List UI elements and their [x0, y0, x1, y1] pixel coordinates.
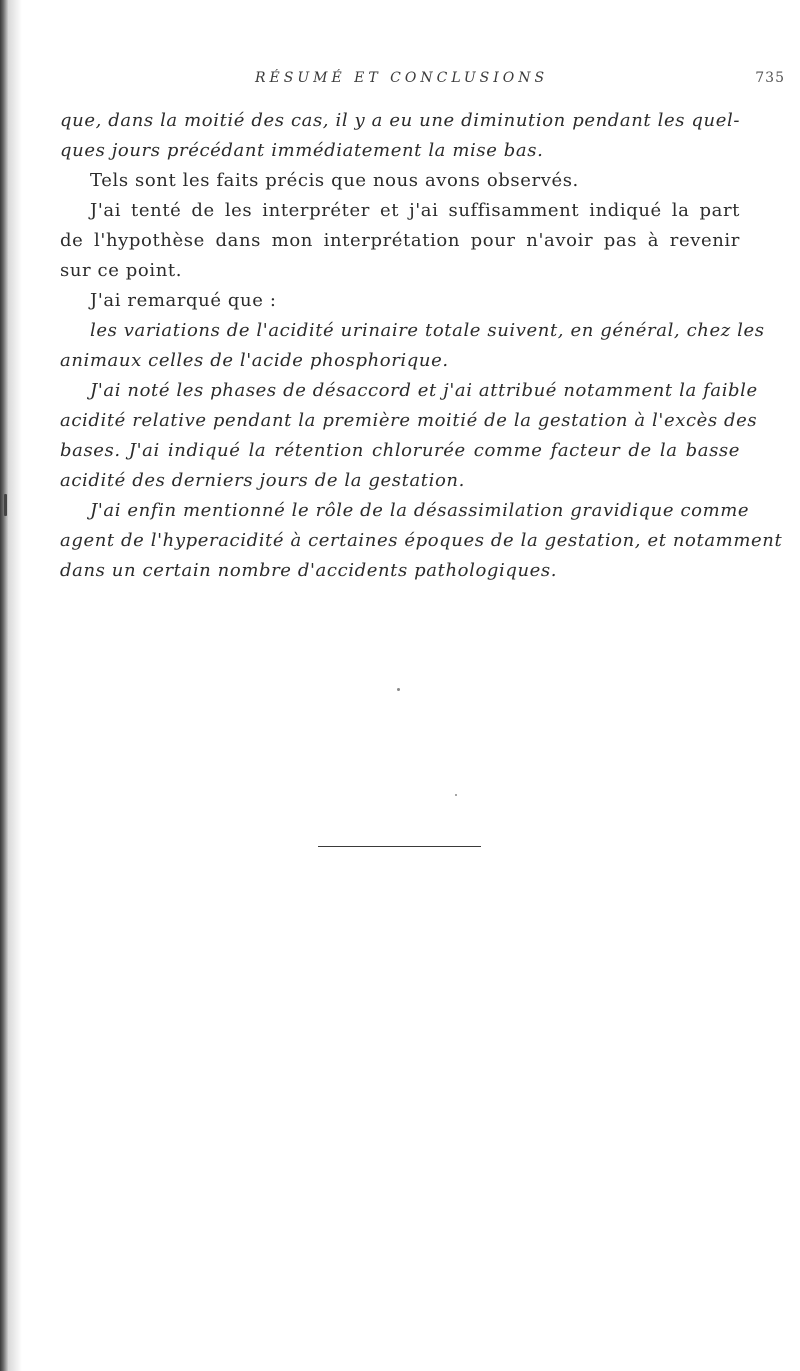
text-line: dans un certain nombre d'accidents pathologiques.: [60, 560, 558, 581]
text-line: sur ce point.: [60, 260, 183, 281]
text-line: ques jours précédant immédiatement la mise bas.: [60, 140, 544, 161]
text-line: acidité relative pendant la première moitié de la gestation à l'excès des: [60, 410, 758, 431]
text-line: de l'hypothèse dans mon interprétation pour n'avoir pas à revenir: [60, 230, 740, 251]
paper-speck: [397, 688, 400, 691]
text-line: que, dans la moitié des cas, il y a eu une diminution pendant les quel-: [60, 110, 740, 131]
body-text: [60, 106, 783, 586]
text-line: J'ai noté les phases de désaccord et j'ai attribué notamment la faible: [90, 380, 758, 401]
text-line: J'ai remarqué que :: [90, 290, 277, 311]
page-header: [255, 70, 785, 92]
page-binding-shadow: [8, 0, 22, 1371]
page-number: 735: [755, 70, 785, 86]
paper-speck: [4, 494, 7, 516]
text-line: J'ai tenté de les interpréter et j'ai suffisamment indiqué la part: [90, 200, 740, 221]
text-line: animaux celles de l'acide phosphorique.: [60, 350, 449, 371]
text-line: agent de l'hyperacidité à certaines époques de la gestation, et notamment: [60, 530, 783, 551]
text-line: acidité des derniers jours de la gestation.: [60, 470, 465, 491]
running-title: RÉSUMÉ ET CONCLUSIONS: [255, 70, 549, 86]
text-line: les variations de l'acidité urinaire totale suivent, en général, chez les: [90, 320, 765, 341]
text-line: J'ai enfin mentionné le rôle de la désassimilation gravidique comme: [90, 500, 750, 521]
page-binding-edge: [0, 0, 8, 1371]
closing-rule: [318, 846, 481, 847]
text-line: Tels sont les faits précis que nous avons observés.: [90, 170, 579, 191]
paper-speck: [455, 794, 457, 796]
text-line: bases. J'ai indiqué la rétention chlorurée comme facteur de la basse: [60, 440, 740, 461]
